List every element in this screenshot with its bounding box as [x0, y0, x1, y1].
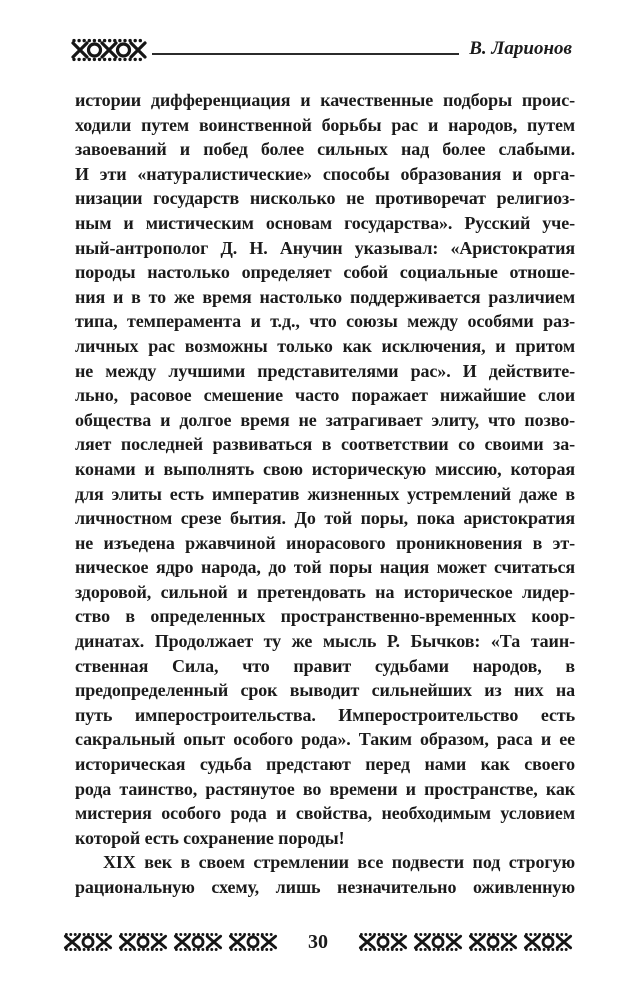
knot-ornament-icon — [358, 932, 408, 952]
text-line: породы настолько определяет собой социальные отноше- — [75, 262, 575, 283]
text-line: ство в определенных пространственно-временных коор- — [75, 606, 575, 627]
text-line: завоеваний и побед более сильных над более слабыми. — [75, 139, 575, 160]
text-line: ния и в то же время настолько поддерживается различием — [75, 286, 575, 307]
knot-ornament-icon — [413, 932, 463, 952]
text-line: ническое ядро народа, до той поры нация может считаться — [75, 557, 575, 578]
paragraph — [75, 850, 575, 899]
text-line: XIX век в своем стремлении все подвести под строгую — [103, 852, 575, 873]
text-line: мистерия особого рода и свойства, необходимым условием — [75, 803, 575, 824]
page-footer — [0, 929, 636, 955]
text-line: путь имперостроительства. Имперостроительство есть — [75, 704, 575, 725]
text-line: которой есть сохранение породы! — [75, 827, 345, 848]
text-line: конами и выполнять свою историческую миссию, которая — [75, 458, 575, 479]
text-line: не между лучшими представителями рас». И действите- — [75, 360, 575, 381]
knot-ornament-icon — [468, 932, 518, 952]
text-line: рациональную схему, лишь незначительно оживленную — [75, 877, 575, 897]
knot-ornament-icon — [63, 932, 113, 952]
page-number: 30 — [308, 931, 328, 953]
page-body — [75, 88, 575, 900]
text-line: личных рас возможны только как исключения, и притом — [75, 335, 575, 356]
page-header — [70, 36, 572, 64]
text-line: льно, расовое смешение часто поражает нижайшие слои — [75, 385, 575, 406]
paragraph — [75, 88, 575, 850]
header-rule — [152, 53, 459, 55]
text-line: предопределенный срок выводит сильнейших из них на — [75, 680, 575, 701]
footer-ornament-right — [358, 932, 573, 952]
text-line: ственная Сила, что правит судьбами народов, в — [75, 655, 575, 676]
knot-ornament-icon — [228, 932, 278, 952]
knot-ornament-icon — [523, 932, 573, 952]
knot-ornament-icon — [173, 932, 223, 952]
text-line: не изъедена ржавчиной инорасового проникновения в эт- — [75, 532, 575, 553]
text-line: историческая судьба предстают перед нами как своего — [75, 754, 575, 775]
text-line: истории дифференциация и качественные подборы проис- — [75, 90, 575, 110]
text-line: типа, темперамента и т.д., что союзы между особями раз- — [75, 311, 575, 332]
text-line: ходили путем воинственной борьбы рас и народов, путем — [75, 114, 575, 135]
text-line: для элиты есть императив жизненных устремлений даже в — [75, 483, 575, 504]
text-line: общества и долгое время не затрагивает элиту, что позво- — [75, 409, 575, 430]
text-line: ный-антрополог Д. Н. Анучин указывал: «Аристократия — [75, 237, 575, 258]
text-line: низации государств нисколько не противоречат религиоз- — [75, 188, 575, 209]
running-head-author: В. Ларионов — [469, 38, 572, 59]
knot-ornament-icon — [70, 38, 148, 62]
text-line: ляет последней развиваться в соответствии со своими за- — [75, 434, 575, 455]
text-line: личностном срезе бытия. До той поры, пока аристократия — [75, 508, 575, 529]
text-line: ным и мистическим основам государства». Русский уче- — [75, 212, 575, 233]
footer-ornament-left — [63, 932, 278, 952]
text-line: И эти «натуралистические» способы образования и орга- — [75, 163, 575, 184]
text-line: сакральный опыт особого рода». Таким образом, раса и ее — [75, 729, 575, 750]
text-line: здоровой, сильной и претендовать на историческое лидер- — [75, 581, 575, 602]
text-line: рода таинство, растянутое во времени и пространстве, как — [75, 778, 575, 799]
knot-ornament-icon — [118, 932, 168, 952]
text-line: динатах. Продолжает ту же мысль Р. Бычков: «Та таин- — [75, 631, 575, 652]
